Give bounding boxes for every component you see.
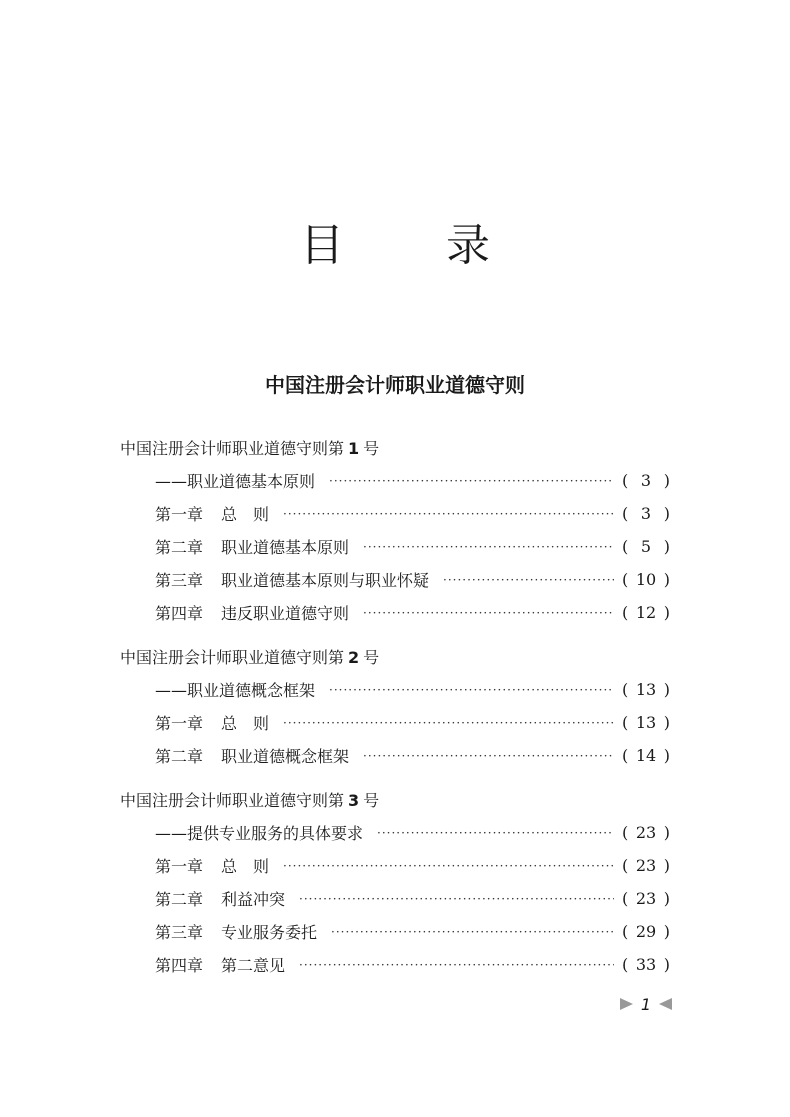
dot-leader [283,859,614,873]
chapter-number: 第三章 [155,571,204,590]
dot-leader [363,540,614,554]
chapter-number: 第一章 [155,714,204,733]
toc-entry[interactable] [120,882,670,915]
section-heading[interactable]: 中国注册会计师职业道德守则第 3 号 [120,791,380,810]
chapter-number: 第一章 [155,505,204,524]
toc-entry[interactable] [120,530,670,563]
entry-title: 总 则 [221,505,270,524]
toc-section-3 [120,786,670,981]
entry-title: 违反职业道德守则 [221,604,350,623]
entry-title: 专业服务委托 [221,923,318,942]
dot-leader [331,925,614,939]
page-title: 目 录 [300,220,534,271]
entry-title: ——职业道德概念框架 [155,681,316,700]
dot-leader [443,573,614,587]
section-heading[interactable]: 中国注册会计师职业道德守则第 2 号 [120,648,380,667]
entry-title: 职业道德概念框架 [221,747,350,766]
table-of-contents [120,434,670,995]
dot-leader [283,507,614,521]
page-reference: ( 13 ) [622,713,670,732]
page-reference: ( 23 ) [622,823,670,842]
book-title: 中国注册会计师职业道德守则 [265,373,525,397]
page-reference: ( 3 ) [622,471,670,490]
page-reference: ( 13 ) [622,680,670,699]
entry-title: 第二意见 [221,956,286,975]
chapter-number: 第二章 [155,747,204,766]
toc-entry[interactable] [120,596,670,629]
entry-title: 利益冲突 [221,890,286,909]
toc-entry[interactable] [120,563,670,596]
page-reference: ( 14 ) [622,746,670,765]
page-reference: ( 10 ) [622,570,670,589]
dot-leader [363,606,614,620]
toc-entry[interactable] [120,915,670,948]
triangle-right-icon [620,998,633,1010]
toc-entry[interactable] [120,464,670,497]
page-reference: ( 3 ) [622,504,670,523]
chapter-number: 第一章 [155,857,204,876]
toc-entry[interactable] [120,706,670,739]
toc-entry[interactable] [120,816,670,849]
page-reference: ( 33 ) [622,955,670,974]
page-reference: ( 23 ) [622,889,670,908]
entry-title: 职业道德基本原则 [221,538,350,557]
dot-leader [283,716,614,730]
page-reference: ( 5 ) [622,537,670,556]
page-number: 1 [640,994,652,1014]
toc-entry[interactable] [120,673,670,706]
toc-entry[interactable] [120,849,670,882]
toc-section-1 [120,434,670,629]
dot-leader [329,474,614,488]
chapter-number: 第二章 [155,890,204,909]
dot-leader [363,749,614,763]
triangle-left-icon [659,998,672,1010]
page-footer [620,993,672,1015]
dot-leader [299,892,614,906]
toc-entry[interactable] [120,739,670,772]
section-heading[interactable]: 中国注册会计师职业道德守则第 1 号 [120,439,380,458]
entry-title: ——提供专业服务的具体要求 [155,824,364,843]
chapter-number: 第三章 [155,923,204,942]
entry-title: ——职业道德基本原则 [155,472,316,491]
chapter-number: 第四章 [155,604,204,623]
page-reference: ( 29 ) [622,922,670,941]
chapter-number: 第二章 [155,538,204,557]
page-reference: ( 23 ) [622,856,670,875]
dot-leader [299,958,614,972]
page-reference: ( 12 ) [622,603,670,622]
entry-title: 总 则 [221,714,270,733]
toc-entry[interactable] [120,948,670,981]
chapter-number: 第四章 [155,956,204,975]
entry-title: 总 则 [221,857,270,876]
dot-leader [377,826,614,840]
entry-title: 职业道德基本原则与职业怀疑 [221,571,430,590]
toc-entry[interactable] [120,497,670,530]
toc-section-2 [120,643,670,772]
dot-leader [329,683,614,697]
